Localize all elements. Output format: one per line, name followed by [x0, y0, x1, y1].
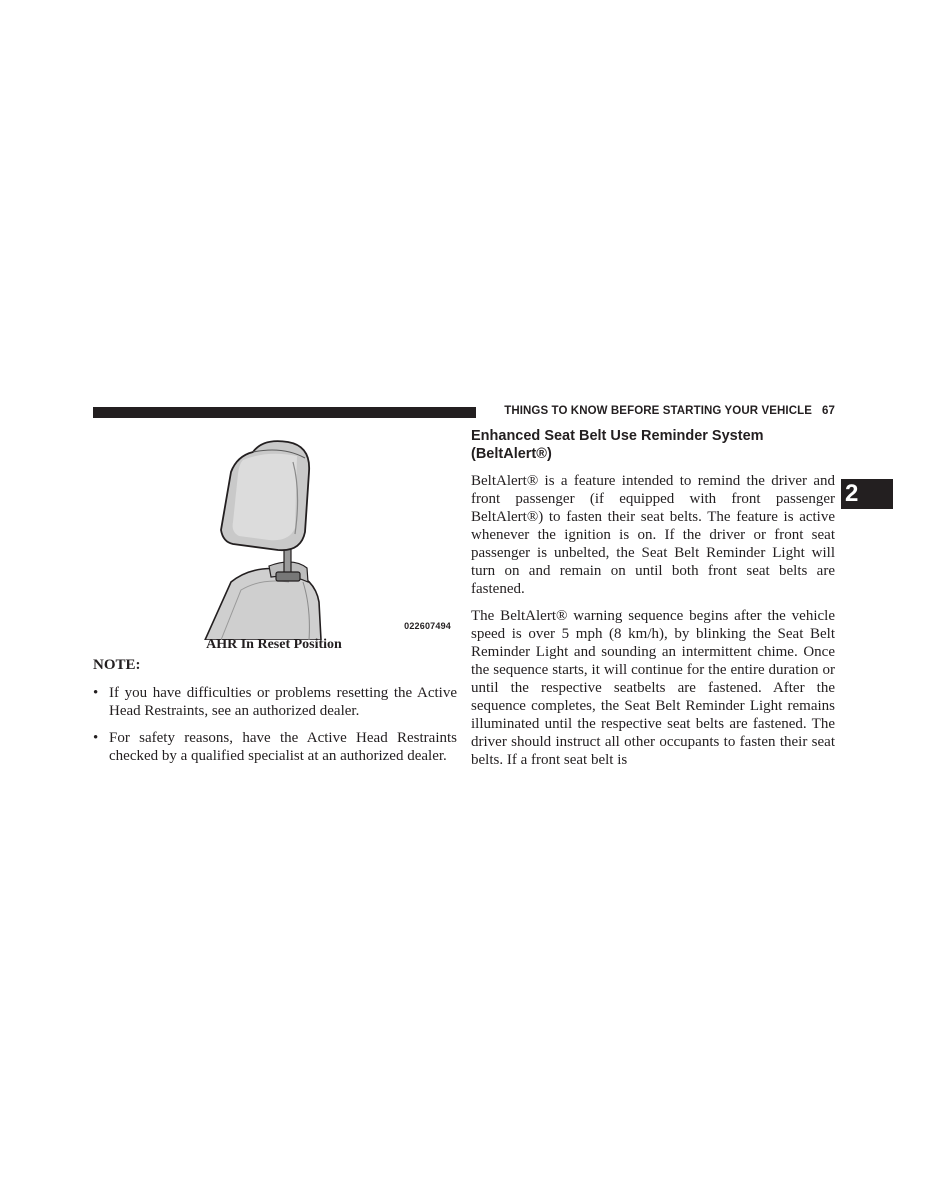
- head-restraint-figure: [93, 432, 455, 640]
- page-number: 67: [822, 405, 835, 417]
- bullet-icon: •: [93, 730, 99, 746]
- note-block: [93, 656, 457, 774]
- note-item-text: For safety reasons, have the Active Head Restraints checked by a qualified specialist at an authorized dealer.: [109, 730, 457, 764]
- bullet-icon: •: [93, 685, 99, 701]
- figure-id: 022607494: [404, 621, 451, 631]
- note-item-text: If you have difficulties or problems resetting the Active Head Restraints, see an authorized dealer.: [109, 685, 457, 719]
- chapter-tab: 2: [841, 479, 893, 509]
- section-paragraph: The BeltAlert® warning sequence begins after the vehicle speed is over 5 mph (8 km/h), by blinking the Seat Belt Reminder Light and sounding an intermittent chime. Once the sequence starts, it will continue for the entire duration or until the respective seatbelts are fastened. After the sequence completes, the Seat Belt Reminder Light remains illuminated until the respective seat belts are fastened. The driver should instruct all other occupants to fasten their seat belts. If a front seat belt is: [471, 608, 835, 768]
- figure-caption: AHR In Reset Position: [206, 637, 342, 652]
- note-item: [93, 729, 457, 765]
- header-rule: [93, 407, 476, 418]
- beltalert-section: [471, 427, 835, 778]
- section-title: Enhanced Seat Belt Use Reminder System (BeltAlert®): [471, 428, 764, 462]
- section-paragraph: BeltAlert® is a feature intended to remind the driver and front passenger (if equipped with front passenger BeltAlert®) to fasten their seat belts. The feature is active whenever the ignition is on. If the driver or front seat passenger is unbelted, the Seat Belt Reminder Light will turn on and remain on until both front seat belts are fastened.: [471, 473, 835, 597]
- running-header: [484, 405, 835, 421]
- note-list: [93, 684, 457, 765]
- head-restraint-illustration: [93, 432, 455, 640]
- note-item: [93, 684, 457, 720]
- running-title: THINGS TO KNOW BEFORE STARTING YOUR VEHICLE: [504, 405, 812, 417]
- note-title: NOTE:: [93, 657, 141, 673]
